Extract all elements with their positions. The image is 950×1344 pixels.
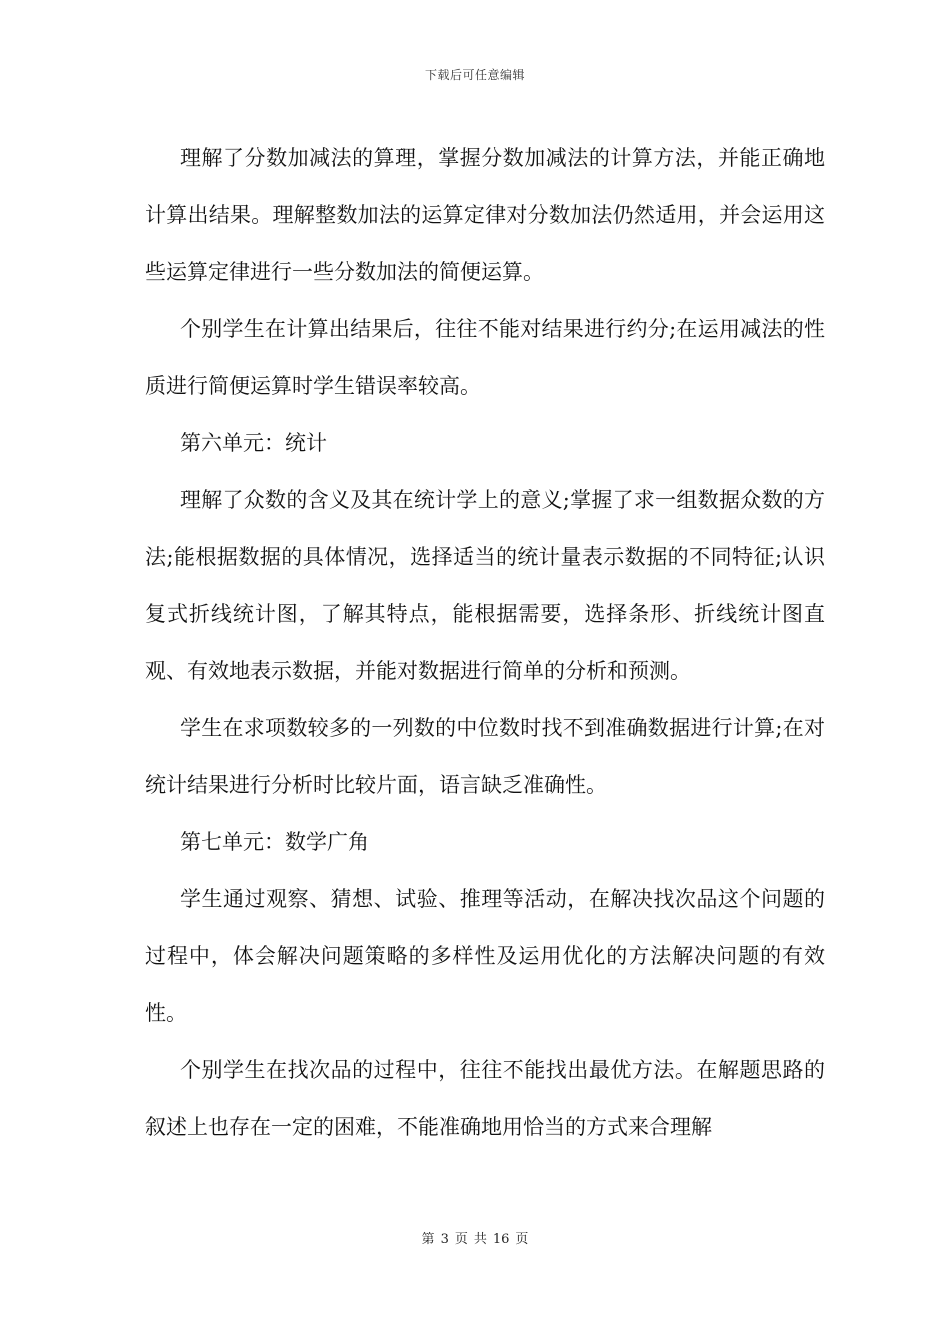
- footer-page-word: 页: [454, 1232, 468, 1247]
- section-heading-unit-7: 第七单元：数学广角: [180, 830, 369, 854]
- footer-prefix: 第: [421, 1232, 435, 1247]
- page-header: 下载后可任意编辑: [424, 68, 525, 82]
- page-footer: [0, 1228, 950, 1247]
- footer-suffix: 页: [515, 1232, 529, 1247]
- paragraph-fraction-problems: 个别学生在计算出结果后，往往不能对结果进行约分;在运用减法的性质进行简便运算时学生错误率较高。: [145, 317, 825, 398]
- paragraph-fraction-understanding: 理解了分数加减法的算理，掌握分数加减法的计算方法，并能正确地计算出结果。理解整数加法的运算定律对分数加法仍然适用，并会运用这些运算定律进行一些分数加法的简便运算。: [145, 146, 825, 284]
- current-page-number: 3: [440, 1232, 449, 1247]
- paragraph-statistics-problems: 学生在求项数较多的一列数的中位数时找不到准确数据进行计算;在对统计结果进行分析时比较片面，语言缺乏准确性。: [145, 716, 825, 797]
- paragraph-statistics-understanding: 理解了众数的含义及其在统计学上的意义;掌握了求一组数据众数的方法;能根据数据的具体情况，选择适当的统计量表示数据的不同特征;认识复式折线统计图，了解其特点，能根据需要，选择条形、折线统计图直观、有效地表示数据，并能对数据进行简单的分析和预测。: [145, 488, 825, 683]
- footer-total-prefix: 共: [473, 1232, 487, 1247]
- paragraph-math-corner-problems: 个别学生在找次品的过程中，往往不能找出最优方法。在解题思路的叙述上也存在一定的困难，不能准确地用恰当的方式来合理解: [145, 1058, 825, 1139]
- section-heading-unit-6: 第六单元：统计: [180, 431, 327, 455]
- paragraph-math-corner-understanding: 学生通过观察、猜想、试验、推理等活动，在解决找次品这个问题的过程中，体会解决问题策略的多样性及运用优化的方法解决问题的有效性。: [145, 887, 825, 1025]
- total-page-count: 16: [492, 1232, 510, 1247]
- document-body: [145, 130, 825, 1156]
